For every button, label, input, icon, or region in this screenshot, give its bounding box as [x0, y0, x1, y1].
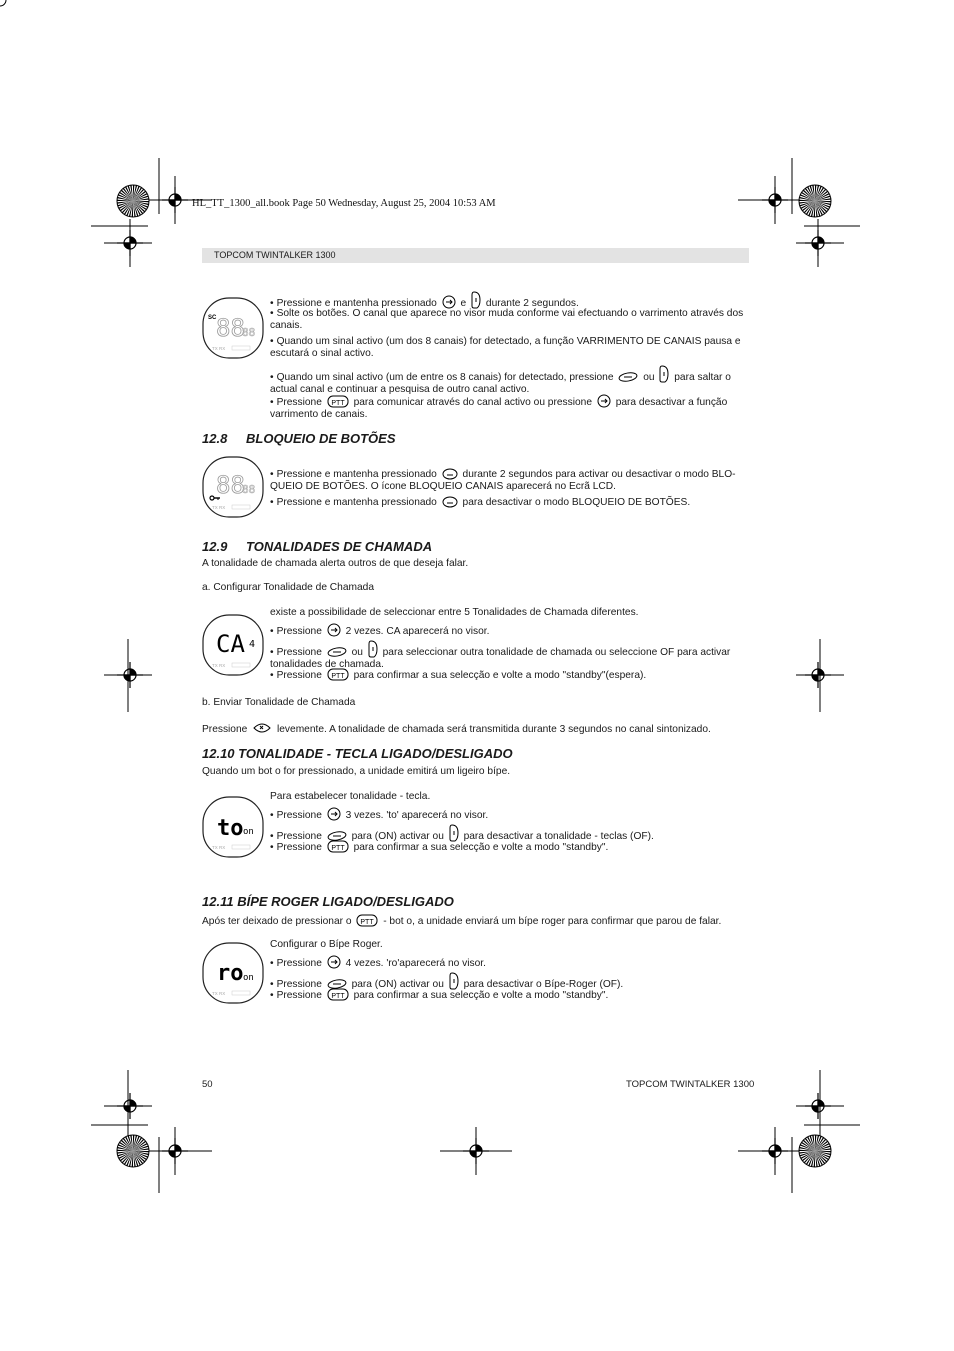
registration-star-icon — [117, 185, 149, 217]
call-tone-bullet-1: • Pressione 2 vezes. CA aparecerá no visor. — [270, 623, 489, 638]
roger-bullet-3: • Pressione PTT para confirmar a sua selecção e volte a modo "standby". — [270, 990, 609, 1001]
lcd-display-scan — [202, 297, 264, 359]
side-button-icon — [659, 365, 669, 383]
lcd-tone-bottom: TX RX — [212, 845, 226, 850]
scan-bullet-2: • Solte os botões. O canal que aparece no visor muda conforme vai efectuando o varrimento através dos canais. — [270, 308, 744, 331]
call-tone-send: Pressione levemente. A tonalidade de chamada será transmitida durante 3 segundos no canal sintonizado. — [202, 721, 711, 736]
lock-bullet-2: • Pressione e mantenha pressionado para desactivar o modo BLOQUEIO DE BOTÕES. — [270, 497, 691, 508]
scan-bullet-1: • Pressione e mantenha pressionado e durante 2 segundos. — [270, 291, 579, 310]
menu-button-icon — [597, 394, 611, 408]
ptt-button-icon — [327, 395, 349, 408]
call-tone-bullet-2: • Pressione ou para seleccionar outra tonalidade de chamada ou seleccione OF para activar tonalidades de chamada. — [270, 640, 730, 671]
call-tone-lead: existe a possibilidade de seleccionar entre 5 Tonalidades de Chamada diferentes. — [270, 607, 639, 618]
lcd-scan-bottom: TX RX — [212, 346, 226, 351]
registration-star-icon — [117, 1135, 149, 1167]
lcd-roger-small: on — [243, 973, 254, 983]
scan-bullet-4: • Quando um sinal activo (um de entre os 8 canais) for detectado, pressione ou para saltar o actual canal e continuar a pesquisa de outro canal activo. — [270, 365, 731, 396]
lcd-display-call — [202, 614, 264, 676]
call-tone-bullet-3: • Pressione PTT para confirmar a sua selecção e volte a modo "standby"(espera). — [270, 670, 647, 681]
ptt-button-icon — [327, 988, 349, 1001]
lcd-display-lock — [202, 456, 264, 518]
ptt-button-icon — [356, 914, 378, 927]
section-heading-12-9: 12.9 TONALIDADES DE CHAMADA — [202, 539, 433, 554]
running-header-title: TOPCOM TWINTALKER 1300 — [214, 250, 336, 260]
lcd-tone-small: on — [243, 827, 254, 837]
lcd-scan-small: 88 — [242, 326, 256, 339]
roger-lead: Configurar o Bípe Roger. — [270, 939, 383, 950]
lcd-call-main: CA — [216, 630, 245, 658]
lcd-roger-main: ro — [217, 961, 244, 986]
key-tone-lead: Para estabelecer tonalidade - tecla. — [270, 791, 431, 802]
lcd-scan-tag: SC — [208, 315, 217, 321]
lcd-scan-main: 88 — [216, 314, 245, 342]
lcd-lock-bottom: TX RX — [212, 505, 226, 510]
svg-text:PTT: PTT — [331, 845, 345, 852]
footer-title: TOPCOM TWINTALKER 1300 — [626, 1079, 755, 1090]
ptt-button-icon — [327, 668, 349, 681]
lcd-tone-main: to — [217, 816, 244, 841]
call-tone-intro: A tonalidade de chamada alerta outros de que deseja falar. — [202, 558, 469, 569]
lcd-lock-small: 88 — [242, 483, 256, 496]
lock-button-icon — [442, 468, 458, 480]
section-heading-12-10: 12.10 TONALIDADE - TECLA LIGADO/DESLIGADO — [202, 746, 513, 761]
menu-button-icon — [442, 295, 456, 309]
section-heading-12-8: 12.8 BLOQUEIO DE BOTÕES — [202, 431, 396, 446]
lcd-display-key-tone — [202, 796, 264, 858]
section-heading-12-11: 12.11 BÍPE ROGER LIGADO/DESLIGADO — [202, 894, 454, 909]
lock-bullet-1: • Pressione e mantenha pressionado durante 2 segundos para activar ou desactivar o modo BLO- QUEIO DE BOTÕES. O ícone BLOQUEIO CANAIS aparecerá no Ecrã LCD. — [270, 469, 736, 492]
svg-text:PTT: PTT — [331, 673, 345, 680]
svg-text:PTT: PTT — [331, 993, 345, 1000]
key-tone-bullet-1: • Pressione 3 vezes. 'to' aparecerá no visor. — [270, 807, 488, 822]
page-number: 50 — [202, 1079, 213, 1090]
key-tone-bullet-2: • Pressione para (ON) activar ou para desactivar a tonalidade - teclas (OF). — [270, 824, 654, 843]
roger-bullet-1: • Pressione 4 vezes. 'ro'aparecerá no visor. — [270, 955, 486, 970]
key-tone-bullet-3: • Pressione PTT para confirmar a sua selecção e volte a modo "standby". — [270, 842, 609, 853]
call-button-icon — [252, 721, 272, 735]
svg-text:PTT: PTT — [331, 400, 345, 407]
scan-bullet-3: • Quando um sinal activo (um dos 8 canais) for detectado, a função VARRIMENTO DE CANAIS pausa e escutará o sinal activo. — [270, 336, 741, 359]
svg-text:PTT: PTT — [360, 919, 374, 926]
side-button-icon — [471, 291, 481, 309]
running-header — [202, 248, 749, 263]
menu-button-icon — [327, 955, 341, 969]
lcd-call-bottom: TX RX — [212, 663, 226, 668]
lock-button-icon — [442, 496, 458, 508]
call-tone-sub-a: a. Configurar Tonalidade de Chamada — [202, 582, 374, 593]
lcd-call-small: 4 — [249, 639, 256, 650]
key-tone-intro: Quando um bot o for pressionado, a unidade emitirá um ligeiro bípe. — [202, 766, 511, 777]
registration-star-icon — [799, 185, 831, 217]
up-down-button-icon — [618, 371, 638, 383]
side-button-icon — [368, 640, 378, 658]
scan-bullet-5: • Pressione PTT para comunicar através do canal activo ou pressione para desactivar a função varrimento de canais. — [270, 394, 727, 421]
print-info-line: HL_TT_1300_all.book Page 50 Wednesday, August 25, 2004 10:53 AM — [192, 198, 496, 209]
roger-intro: Após ter deixado de pressionar o PTT - bot o, a unidade enviará um bípe roger para confirmar que parou de falar. — [202, 916, 722, 927]
roger-bullet-2: • Pressione para (ON) activar ou para desactivar o Bípe-Roger (OF). — [270, 972, 623, 991]
call-tone-sub-b: b. Enviar Tonalidade de Chamada — [202, 697, 356, 708]
up-down-button-icon — [327, 646, 347, 658]
menu-button-icon — [327, 623, 341, 637]
lcd-roger-bottom: TX RX — [212, 991, 226, 996]
menu-button-icon — [327, 807, 341, 821]
ptt-button-icon — [327, 840, 349, 853]
registration-star-icon — [799, 1135, 831, 1167]
lcd-display-roger — [202, 942, 264, 1004]
lcd-lock-main: 88 — [216, 471, 245, 499]
